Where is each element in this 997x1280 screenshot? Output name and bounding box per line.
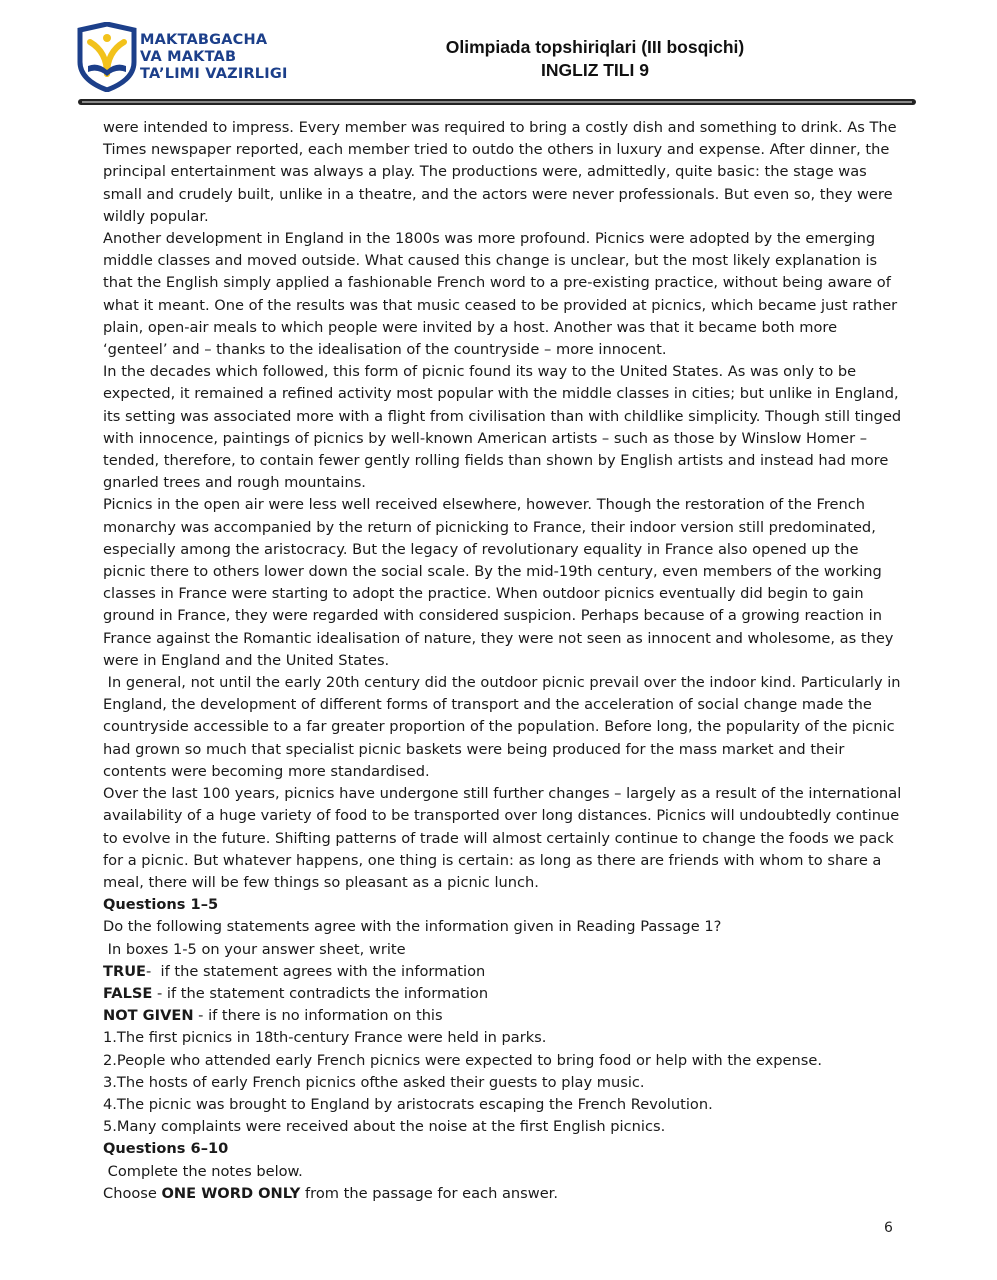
option-true-term: TRUE: [103, 962, 147, 980]
ministry-name: [140, 32, 288, 83]
question-item-3: 3.The hosts of early French picnics ofthe asked their guests to play music.: [103, 1073, 645, 1091]
option-true-text: - if the statement agrees with the information: [146, 962, 486, 980]
option-not-given: [103, 1005, 903, 1027]
question-item-5: 5.Many complaints were received about the noise at the first English picnics.: [103, 1118, 666, 1136]
passage-paragraph-2: Another development in England in the 1800s was more profound. Picnics were adopted by the emerging middle classes and moved outside. What caused this change is unclear, but the most likely explanation is that the English simply applied a fashionable French word to a pre-existing practice, without being aware of what it meant. One of the results was that music ceased to be provided at picnics, which became just rather plain, open-air meals to which people were invited by a host. Another was that it became both more ‘genteel’ and – thanks to the idealisation of the countryside – more innocent.: [103, 230, 898, 359]
ministry-logo-icon: [74, 22, 140, 92]
option-not-given-text: - if there is no information on this: [193, 1007, 443, 1025]
choose-bold: ONE WORD ONLY: [161, 1184, 301, 1202]
questions-6-10-choose: [103, 1183, 903, 1205]
choose-prefix: Choose: [103, 1184, 162, 1202]
passage-paragraph-6: Over the last 100 years, picnics have undergone still further changes – largely as a result of the international availability of a huge variety of food to be transported over long distances. Picnics will undoubtedly continue to evolve in the future. Shifting patterns of trade will almost certainly continue to change the foods we pack for a picnic. But whatever happens, one thing is certain: as long as there are friends with whom to share a meal, there will be few things so pleasant as a picnic lunch.: [103, 785, 902, 891]
question-item-1: 1.The first picnics in 18th-century France were held in parks.: [103, 1029, 547, 1047]
option-false: [103, 983, 903, 1005]
page-number: 6: [884, 1220, 893, 1236]
questions-6-10-instruction: Complete the notes below.: [103, 1162, 303, 1180]
option-not-given-term: NOT GIVEN: [103, 1007, 194, 1025]
document-title: [390, 36, 800, 82]
title-line-1: Olimpiada topshiriqlari (III bosqichi): [445, 37, 745, 57]
title-line-2: INGLIZ TILI 9: [541, 60, 649, 80]
ministry-line-2: VA MAKTAB: [140, 49, 237, 65]
passage-paragraph-5: In general, not until the early 20th century did the outdoor picnic prevail over the indoor kind. Particularly in England, the development of different forms of transport and the acceleration of social change made the countryside accessible to a far greater proportion of the population. Before long, the popularity of the picnic had grown so much that specialist picnic baskets were being produced for the mass market and their contents were becoming more standardised.: [103, 674, 906, 780]
questions-1-5-instruction: Do the following statements agree with the information given in Reading Passage 1?: [103, 918, 722, 936]
ministry-line-3: TA’LIMI VAZIRLIGI: [140, 66, 288, 82]
header-divider-inner: [82, 101, 912, 103]
question-item-2: 2.People who attended early French picnics were expected to bring food or help with the expense.: [103, 1051, 822, 1069]
passage-paragraph-4: Picnics in the open air were less well received elsewhere, however. Though the restoration of the French monarchy was accompanied by the return of picnicking to France, their indoor version still predominated, especially among the aristocracy. But the legacy of revolutionary equality in France also opened up the picnic there to others lower down the social scale. By the mid-19th century, even members of the working classes in France were starting to adopt the practice. When outdoor picnics eventually did begin to gain ground in France, they were regarded with considered suspicion. Perhaps because of a growing reaction in France against the Romantic idealisation of nature, they were not seen as innocent and wholesome, as they were in England and the United States.: [103, 496, 894, 669]
question-item-4: 4.The picnic was brought to England by aristocrats escaping the French Revolution.: [103, 1095, 713, 1113]
ministry-line-1: MAKTABGACHA: [140, 32, 268, 48]
questions-1-5-heading: Questions 1–5: [103, 896, 219, 914]
choose-suffix: from the passage for each answer.: [300, 1184, 558, 1202]
questions-1-5-boxes: In boxes 1-5 on your answer sheet, write: [103, 940, 406, 958]
passage-paragraph-1: were intended to impress. Every member was required to bring a costly dish and something to drink. As The Times newspaper reported, each member tried to outdo the others in luxury and expense. After dinner, the principal entertainment was always a play. The productions were, admittedly, quite basic: the stage was small and crudely built, unlike in a theatre, and the actors were never professionals. But even so, they were wildly popular.: [103, 119, 897, 225]
option-false-text: - if the statement contradicts the information: [152, 984, 489, 1002]
option-false-term: FALSE: [103, 984, 153, 1002]
option-true: [103, 961, 903, 983]
passage-paragraph-3: In the decades which followed, this form of picnic found its way to the United States. As was only to be expected, it remained a refined activity most popular with the middle classes in cities; but unlike in England, its setting was associated more with a flight from civilisation than with childlike simplicity. Though still tinged with innocence, paintings of picnics by well-known American artists – such as those by Winslow Homer – tended, therefore, to contain fewer gently rolling fields than shown by English artists and instead had more gnarled trees and rough mountains.: [103, 363, 902, 492]
questions-6-10-heading: Questions 6–10: [103, 1140, 229, 1158]
page-header: [0, 0, 997, 110]
page-content: [103, 117, 906, 1205]
